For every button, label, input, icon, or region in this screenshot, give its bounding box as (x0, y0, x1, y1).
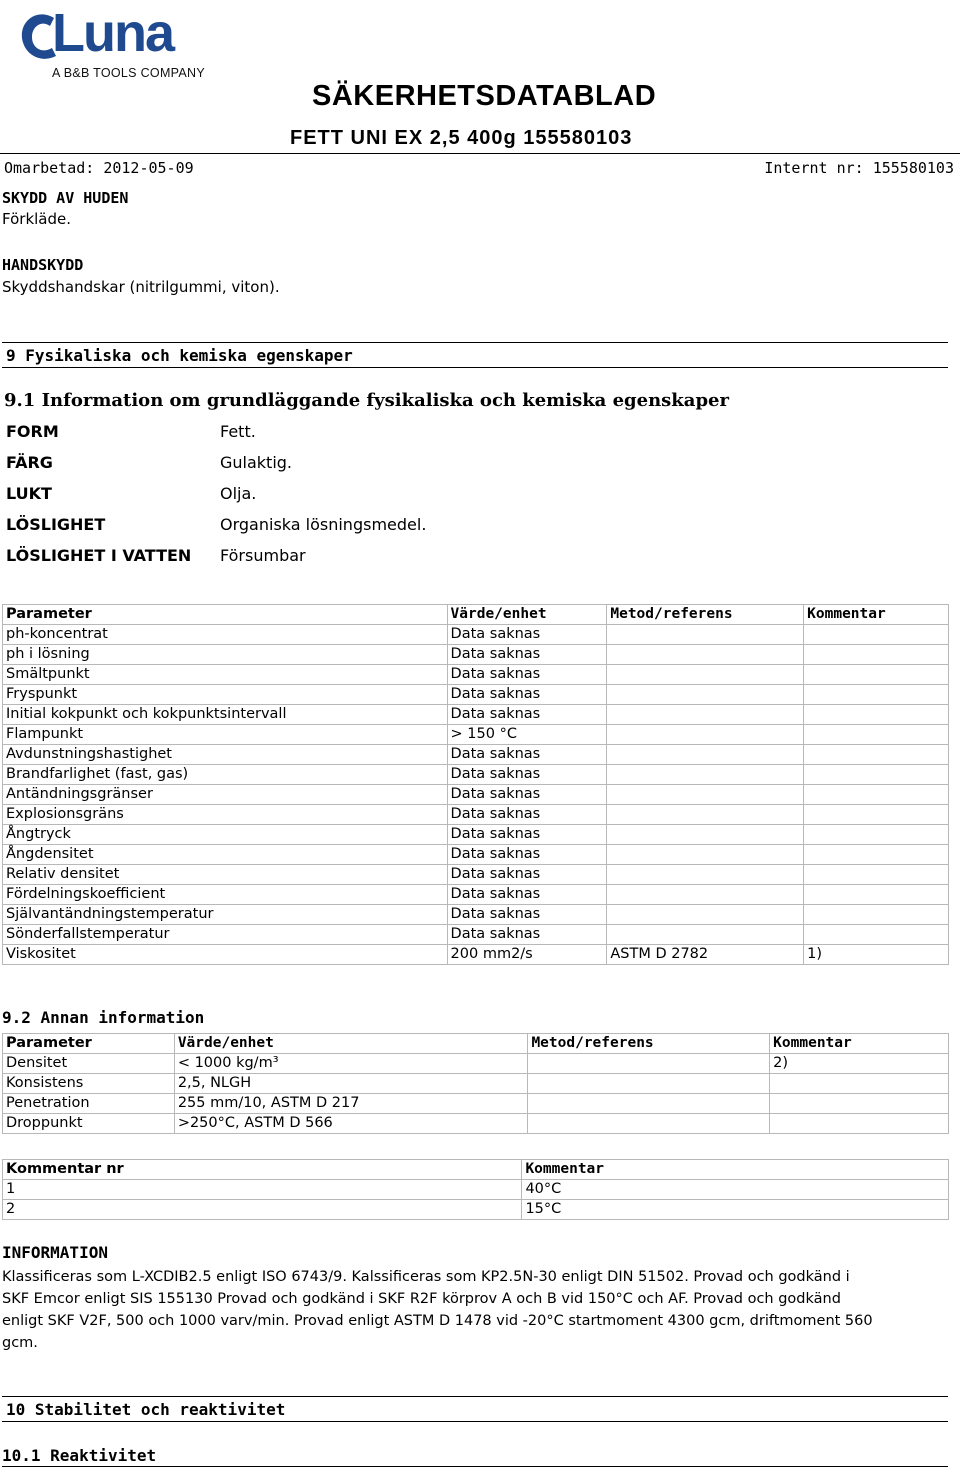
table-cell: Data saknas (447, 845, 607, 865)
table-row (3, 1054, 949, 1074)
property-value: Gulaktig. (220, 453, 293, 472)
table-cell (804, 745, 949, 765)
table-cell: Data saknas (447, 825, 607, 845)
hand-protection-heading: HANDSKYDD (2, 256, 84, 274)
table-row (3, 1114, 949, 1134)
table-row (3, 805, 949, 825)
property-value: Fett. (220, 422, 256, 441)
table-cell: Data saknas (447, 905, 607, 925)
property-row (2, 509, 426, 540)
document-title: SÄKERHETSDATABLAD (312, 80, 657, 112)
table-row (3, 945, 949, 965)
header-divider (0, 153, 960, 154)
table-cell: Data saknas (447, 685, 607, 705)
table-cell: Ångdensitet (3, 845, 448, 865)
table-cell: 255 mm/10, ASTM D 217 (174, 1094, 528, 1114)
table-cell: Data saknas (447, 885, 607, 905)
table-cell: Data saknas (447, 865, 607, 885)
table-cell (804, 725, 949, 745)
table-row (3, 625, 949, 645)
table-row (3, 885, 949, 905)
table-cell: Densitet (3, 1054, 175, 1074)
comments-table (2, 1159, 949, 1220)
table-cell (804, 625, 949, 645)
table-row (3, 1200, 949, 1220)
table-cell (804, 645, 949, 665)
table-row (3, 705, 949, 725)
table-row (3, 925, 949, 945)
table-row (3, 865, 949, 885)
table-cell: 2) (770, 1054, 949, 1074)
table-cell: 1 (3, 1180, 522, 1200)
table-header-row (3, 1034, 949, 1054)
table-row (3, 745, 949, 765)
property-row (2, 478, 426, 509)
table-cell (607, 785, 804, 805)
table-cell (607, 625, 804, 645)
table-cell: Fryspunkt (3, 685, 448, 705)
table-row (3, 645, 949, 665)
table-row (3, 845, 949, 865)
table-cell: < 1000 kg/m³ (174, 1054, 528, 1074)
section-9-2-heading: 9.2 Annan information (2, 1008, 205, 1027)
table-cell: Data saknas (447, 925, 607, 945)
table-cell (804, 885, 949, 905)
table-row (3, 785, 949, 805)
table-header-cell: Värde/enhet (447, 605, 607, 625)
table-cell (607, 825, 804, 845)
property-row (2, 416, 426, 447)
property-label: LÖSLIGHET (6, 515, 106, 534)
other-info-table (2, 1033, 949, 1134)
table-cell: Viskositet (3, 945, 448, 965)
table-header-cell: Metod/referens (528, 1034, 770, 1054)
property-value: Olja. (220, 484, 257, 503)
table-row (3, 665, 949, 685)
property-row (2, 447, 426, 478)
table-cell: Smältpunkt (3, 665, 448, 685)
table-cell: 15°C (522, 1200, 949, 1220)
table-cell: Data saknas (447, 705, 607, 725)
table-cell: 1) (804, 945, 949, 965)
property-value: Försumbar (220, 546, 306, 565)
section-10-1-heading: 10.1 Reaktivitet (2, 1446, 157, 1465)
properties-list (2, 416, 426, 571)
information-line: SKF Emcor enligt SIS 155130 Provad och godkänd i SKF R2F körprov A och B vid 150°C och AF. Provad och godkänd (2, 1291, 841, 1307)
information-text (2, 1266, 947, 1354)
table-header-cell: Värde/enhet (174, 1034, 528, 1054)
table-cell (770, 1094, 949, 1114)
table-cell: Data saknas (447, 745, 607, 765)
property-label: LÖSLIGHET I VATTEN (6, 546, 192, 565)
information-line: Klassificeras som L-XCDIB2.5 enligt ISO 6743/9. Kalssificeras som KP2.5N-30 enligt DIN 51502. Provad och godkänd i (2, 1269, 850, 1285)
table-cell (607, 725, 804, 745)
table-cell (528, 1094, 770, 1114)
table-cell (607, 685, 804, 705)
table-cell: Data saknas (447, 625, 607, 645)
table-cell (804, 905, 949, 925)
table-cell: Sönderfallstemperatur (3, 925, 448, 945)
skin-protection-heading: SKYDD AV HUDEN (2, 189, 129, 207)
table-cell: Avdunstningshastighet (3, 745, 448, 765)
table-cell (804, 805, 949, 825)
table-cell (528, 1114, 770, 1134)
table-cell (607, 905, 804, 925)
table-cell: 200 mm2/s (447, 945, 607, 965)
table-cell: Ångtryck (3, 825, 448, 845)
table-cell (607, 705, 804, 725)
table-row (3, 765, 949, 785)
table-cell (607, 805, 804, 825)
table-header-cell: Parameter (3, 1034, 175, 1054)
property-label: LUKT (6, 484, 52, 503)
table-row (3, 825, 949, 845)
table-cell: Flampunkt (3, 725, 448, 745)
table-cell (607, 765, 804, 785)
table-cell (528, 1054, 770, 1074)
table-row (3, 1094, 949, 1114)
table-cell (804, 845, 949, 865)
table-cell: Relativ densitet (3, 865, 448, 885)
product-name: FETT UNI EX 2,5 400g 155580103 (290, 127, 633, 149)
table-cell (804, 825, 949, 845)
table-cell: Brandfarlighet (fast, gas) (3, 765, 448, 785)
table-row (3, 1074, 949, 1094)
table-header-cell: Parameter (3, 605, 448, 625)
table-cell: Självantändningstemperatur (3, 905, 448, 925)
table-cell: ph i lösning (3, 645, 448, 665)
table-row (3, 1180, 949, 1200)
section-9-1-heading: 9.1 Information om grundläggande fysikaliska och kemiska egenskaper (4, 390, 729, 411)
table-cell: 2,5, NLGH (174, 1074, 528, 1094)
table-cell: Data saknas (447, 645, 607, 665)
table-header-row (3, 1160, 949, 1180)
table-cell (607, 745, 804, 765)
table-cell: ph-koncentrat (3, 625, 448, 645)
table-cell: Droppunkt (3, 1114, 175, 1134)
table-cell: >250°C, ASTM D 566 (174, 1114, 528, 1134)
property-row (2, 540, 426, 571)
section-10-1-underline (2, 1466, 948, 1467)
table-cell: Data saknas (447, 785, 607, 805)
table-header-cell: Kommentar nr (3, 1160, 522, 1180)
information-line: gcm. (2, 1335, 38, 1351)
table-cell (804, 925, 949, 945)
table-cell: 2 (3, 1200, 522, 1220)
table-cell: > 150 °C (447, 725, 607, 745)
table-header-row (3, 605, 949, 625)
table-header-cell: Metod/referens (607, 605, 804, 625)
table-cell (804, 665, 949, 685)
section-10-heading: 10 Stabilitet och reaktivitet (6, 1400, 286, 1419)
table-cell (804, 865, 949, 885)
table-row (3, 685, 949, 705)
section-9-heading: 9 Fysikaliska och kemiska egenskaper (6, 346, 353, 365)
table-cell (607, 665, 804, 685)
revision-date: Omarbetad: 2012-05-09 (4, 159, 194, 177)
table-cell (607, 925, 804, 945)
table-cell: Konsistens (3, 1074, 175, 1094)
table-row (3, 905, 949, 925)
internal-number: Internt nr: 155580103 (764, 159, 954, 177)
table-cell: Data saknas (447, 765, 607, 785)
table-cell (804, 685, 949, 705)
logo-tagline: A B&B TOOLS COMPANY (52, 66, 205, 80)
table-cell: Penetration (3, 1094, 175, 1114)
table-cell: Data saknas (447, 805, 607, 825)
table-cell: ASTM D 2782 (607, 945, 804, 965)
table-cell: Fördelningskoefficient (3, 885, 448, 905)
hand-protection-text: Skyddshandskar (nitrilgummi, viton). (2, 278, 280, 296)
table-cell (804, 705, 949, 725)
table-header-cell: Kommentar (804, 605, 949, 625)
logo-wordmark: Luna (52, 3, 173, 63)
table-cell: Explosionsgräns (3, 805, 448, 825)
table-cell (607, 645, 804, 665)
table-cell (528, 1074, 770, 1094)
table-cell: Initial kokpunkt och kokpunktsintervall (3, 705, 448, 725)
information-heading: INFORMATION (2, 1243, 108, 1262)
table-cell (770, 1074, 949, 1094)
table-cell: Data saknas (447, 665, 607, 685)
table-cell (804, 765, 949, 785)
table-cell (607, 845, 804, 865)
property-label: FORM (6, 422, 59, 441)
table-cell (607, 865, 804, 885)
information-line: enligt SKF V2F, 500 och 1000 varv/min. Provad enligt ASTM D 1478 vid -20°C startmoment 4300 gcm, driftmoment 560 (2, 1313, 873, 1329)
table-header-cell: Kommentar (770, 1034, 949, 1054)
table-cell (607, 885, 804, 905)
table-row (3, 725, 949, 745)
table-cell (804, 785, 949, 805)
table-cell (770, 1114, 949, 1134)
table-cell: Antändningsgränser (3, 785, 448, 805)
property-label: FÄRG (6, 453, 53, 472)
properties-table (2, 604, 949, 965)
table-header-cell: Kommentar (522, 1160, 949, 1180)
property-value: Organiska lösningsmedel. (220, 515, 427, 534)
skin-protection-text: Förkläde. (2, 210, 72, 228)
table-cell: 40°C (522, 1180, 949, 1200)
